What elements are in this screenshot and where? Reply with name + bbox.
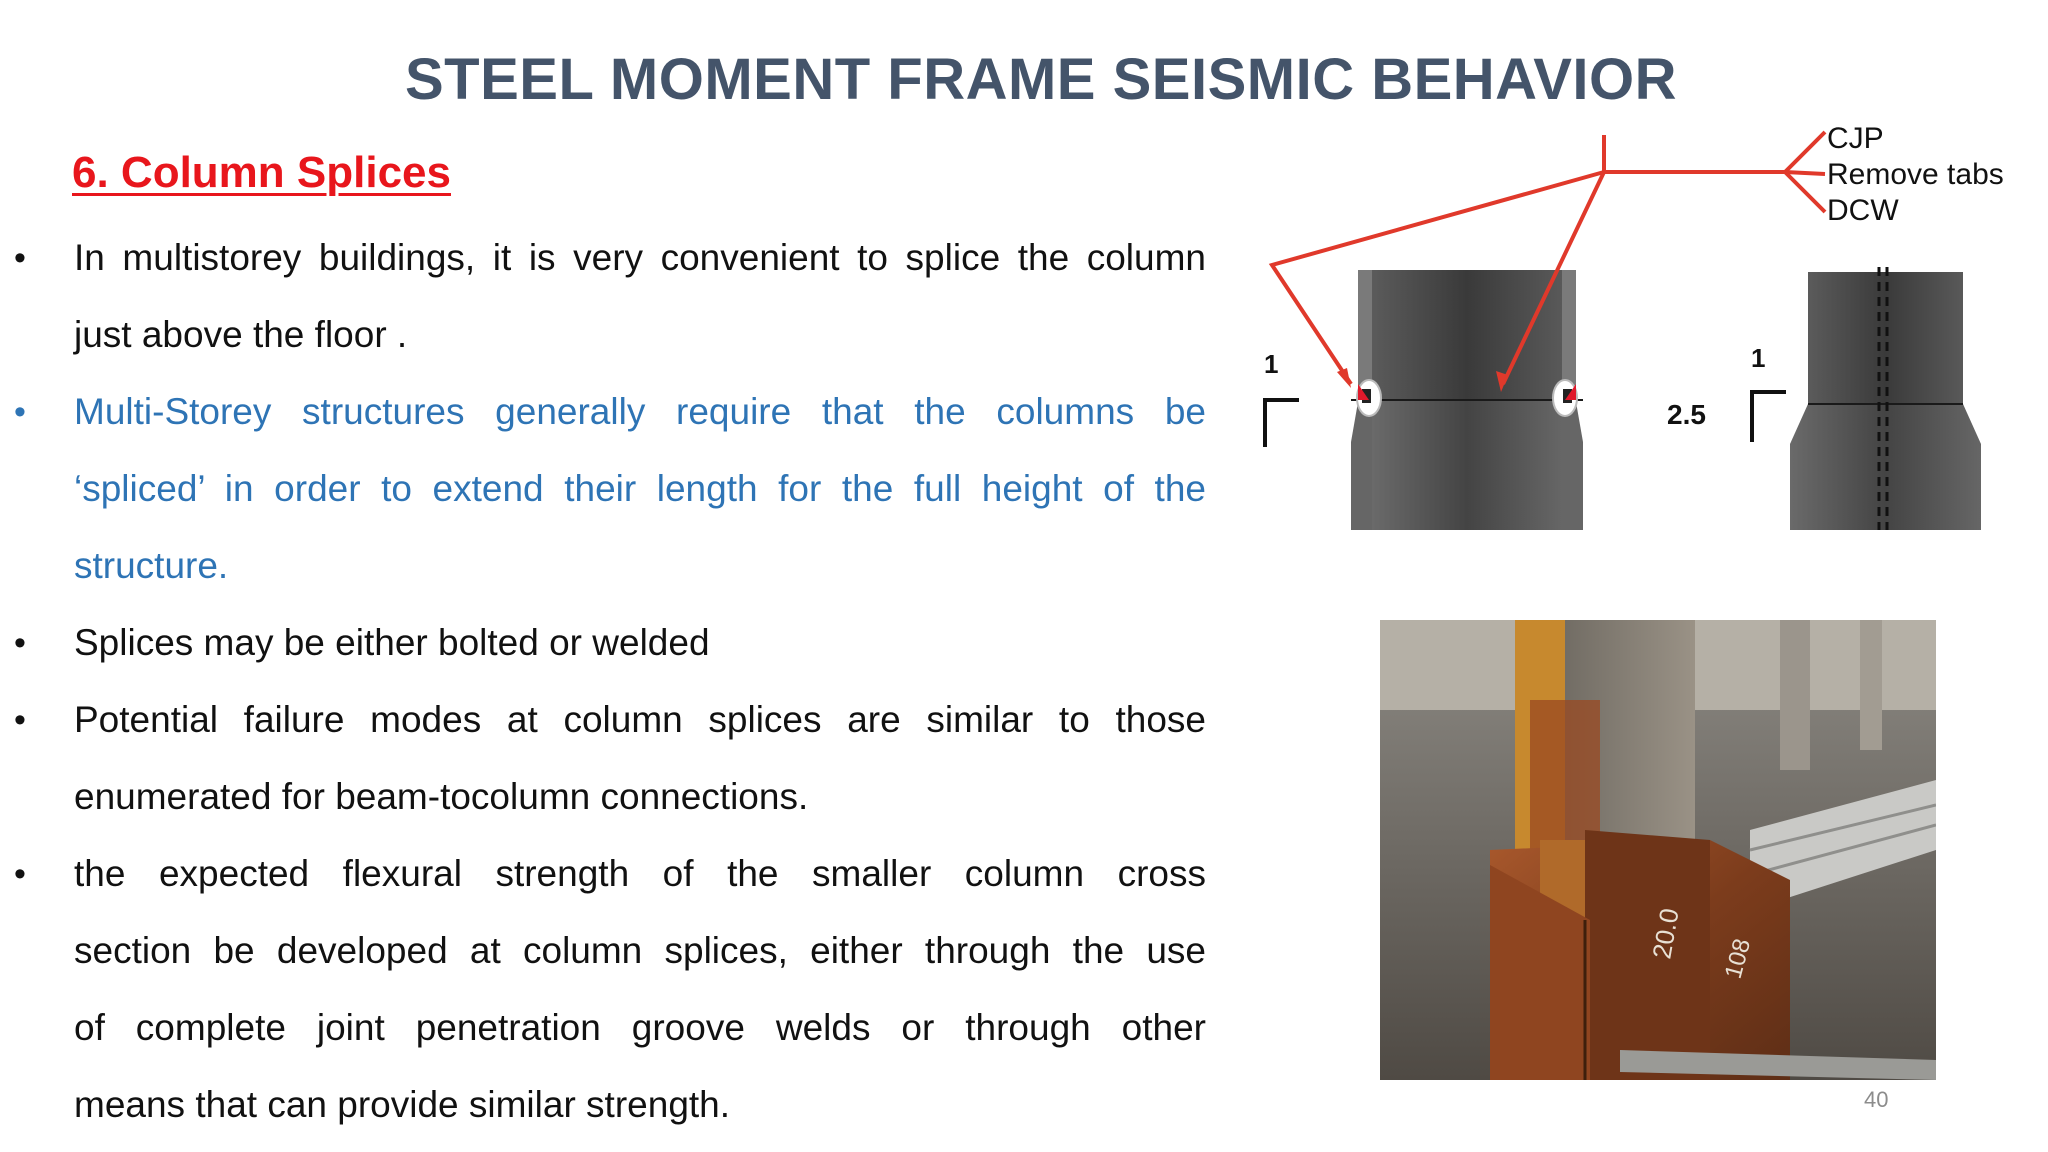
bullet-dot: • — [14, 855, 26, 893]
rusted-column-splice-photo — [1380, 620, 1936, 1080]
right-column-shape — [1790, 267, 1981, 530]
page-number: 40 — [1864, 1087, 1889, 1112]
slide-title: STEEL MOMENT FRAME SEISMIC BEHAVIOR — [404, 47, 1678, 112]
column-splice-diagram — [1255, 122, 2048, 542]
bullet-3-line-1: Splices may be either bolted or welded — [74, 622, 710, 663]
bullet-5-line-4: means that can provide similar strength. — [74, 1084, 731, 1125]
callout-label-dcw: DCW — [1827, 194, 1899, 227]
bullet-5-line-2: section be developed at column splices, either through the use — [74, 930, 1206, 971]
slope-label-right-run: 2.5 — [1667, 399, 1706, 430]
bullet-4-line-1: Potential failure modes at column splices are similar to those — [74, 699, 1206, 740]
bullet-2-line-2: ‘spliced’ in order to extend their length for the full height of the — [74, 468, 1206, 509]
left-column-shape — [1351, 270, 1583, 530]
bullet-dot: • — [14, 393, 26, 431]
bullet-dot: • — [14, 701, 26, 739]
slope-label-left-rise: 1 — [1264, 349, 1279, 379]
bullet-dot: • — [14, 239, 26, 277]
section-heading: 6. Column Splices — [72, 148, 451, 197]
bullet-2-line-3: structure. — [74, 545, 229, 586]
bullet-4-line-2: enumerated for beam-tocolumn connections. — [74, 776, 809, 817]
bullet-1-line-2: just above the floor . — [74, 314, 408, 355]
svg-text:108: 108 — [1719, 935, 1757, 982]
arrowhead-left — [1337, 368, 1351, 388]
bullet-1-line-1: In multistorey buildings, it is very convenient to splice the column — [74, 237, 1206, 278]
bullet-5-line-1: the expected flexural strength of the smaller column cross — [74, 853, 1206, 894]
svg-text:20.0: 20.0 — [1646, 905, 1685, 962]
callout-label-cjp: CJP — [1827, 122, 1884, 155]
bullet-dot: • — [14, 624, 26, 662]
slope-mark-right — [1752, 392, 1786, 442]
callout-label-remove-tabs: Remove tabs — [1827, 158, 2004, 191]
slope-mark-left — [1265, 400, 1299, 447]
bullet-2-line-1: Multi-Storey structures generally require that the columns be — [74, 391, 1206, 432]
slope-label-right-rise: 1 — [1751, 343, 1766, 373]
bullet-5-line-3: of complete joint penetration groove welds or through other — [74, 1007, 1206, 1048]
